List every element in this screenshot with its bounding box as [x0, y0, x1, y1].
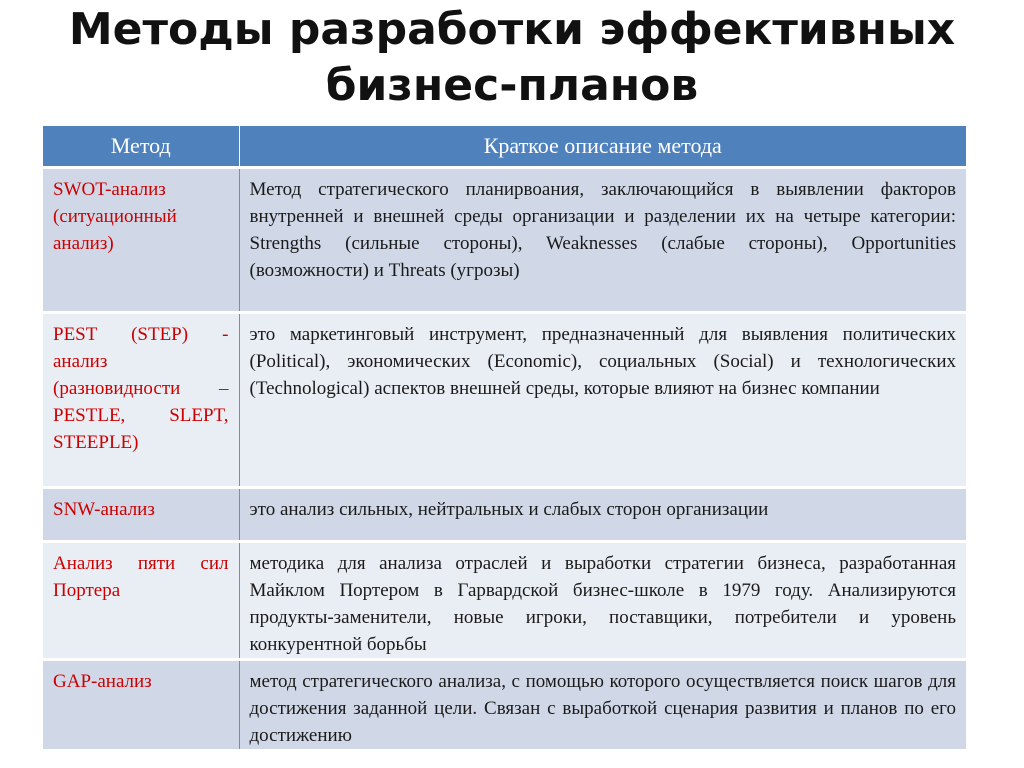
slide-title	[0, 2, 1024, 114]
method-cell: PEST (STEP) - анализ (разновидности – PESTLE, SLEPT, STEEPLE)	[43, 313, 239, 488]
table-row	[43, 168, 966, 313]
description-cell: это анализ сильных, нейтральных и слабых сторон организации	[239, 488, 966, 542]
methods-table	[43, 126, 966, 752]
header-method: Метод	[43, 126, 239, 168]
slide-title-text: Методы разработки эффективных бизнес-планов	[68, 4, 956, 111]
description-cell: метод стратегического анализа, с помощью которого осуществляется поиск шагов для достижения заданной цели. Связан с выработкой сценария развития и планов по его достижению	[239, 660, 966, 751]
method-cell: SWOT-анализ (ситуационный анализ)	[43, 168, 239, 313]
table-row	[43, 542, 966, 660]
description-cell: методика для анализа отраслей и выработки стратегии бизнеса, разработанная Майклом Портером в Гарвардской бизнес-школе в 1979 году. Анализируются продукты-заменители, новые игроки, поставщики, потребители и уровень конкурентной борьбы	[239, 542, 966, 660]
method-cell: GAP-анализ	[43, 660, 239, 751]
table-header-row	[43, 126, 966, 168]
table-row	[43, 660, 966, 751]
method-cell: Анализ пяти сил Портера	[43, 542, 239, 660]
description-cell: это маркетинговый инструмент, предназначенный для выявления политических (Political), экономических (Economic), социальных (Social) и технологических (Technological) аспектов внешней среды, которые влияют на бизнес компании	[239, 313, 966, 488]
method-cell: SNW-анализ	[43, 488, 239, 542]
table-row	[43, 313, 966, 488]
description-cell: Метод стратегического планирвоания, заключающийся в выявлении факторов внутренней и внешней среды организации и разделении их на четыре категории: Strengths (сильные стороны), Weaknesses (слабые стороны), Opportunities (возможности) и Threats (угрозы)	[239, 168, 966, 313]
header-description: Краткое описание метода	[239, 126, 966, 168]
table-row	[43, 488, 966, 542]
